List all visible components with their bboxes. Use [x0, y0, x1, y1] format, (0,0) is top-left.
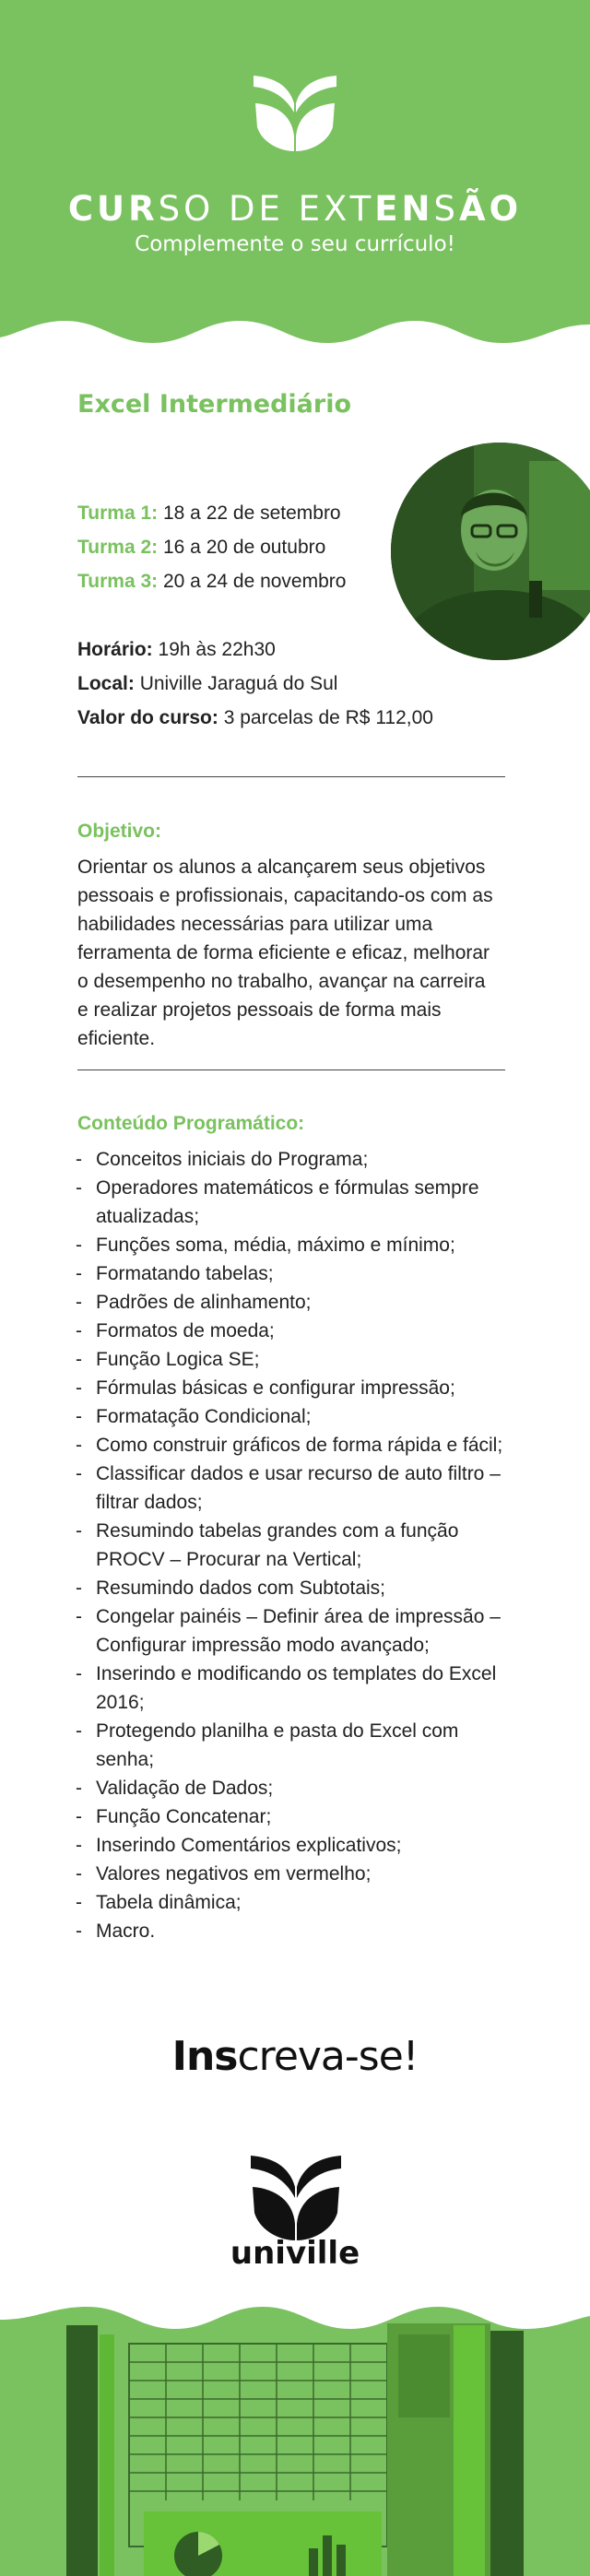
valor-row [77, 707, 433, 729]
cta-part: va-se! [297, 2033, 419, 2080]
brand-name: univille [230, 2235, 360, 2272]
title-part: SO DE EXT [158, 189, 375, 229]
list-item-text: Formatos de moeda; [96, 1320, 275, 1341]
list-item-text: Função Concatenar; [96, 1806, 272, 1827]
list-item [77, 1288, 538, 1317]
list-item [77, 1259, 538, 1288]
header-banner [0, 0, 590, 360]
list-dash: - [76, 1778, 82, 1799]
objetivo-line: eficiente. [77, 1028, 156, 1049]
objetivo-line: Orientar os alunos a alcançarem seus objetivos [77, 857, 486, 878]
list-item-text: Formatação Condicional; [96, 1406, 312, 1427]
horario-row [77, 639, 276, 661]
list-item [77, 1888, 538, 1917]
list-item [77, 1660, 538, 1717]
header-background [0, 0, 590, 360]
cta-part: Ins [171, 2033, 238, 2080]
course-name: Excel Intermediário [77, 390, 351, 419]
objetivo-line: ferramenta de forma eficiente e eficaz, melhorar [77, 942, 490, 963]
valor-value: 3 parcelas de R$ 112,00 [223, 707, 433, 728]
list-dash: - [76, 1292, 82, 1313]
list-dash: - [76, 1663, 82, 1684]
conteudo-title: Conteúdo Programático: [77, 1113, 305, 1134]
valor-label: Valor do curso: [77, 707, 218, 728]
list-dash: - [76, 1892, 82, 1913]
conteudo-list [77, 1145, 538, 1945]
list-item [77, 1717, 538, 1774]
title-part: ÃO [459, 189, 523, 229]
list-item-text: Valores negativos em vermelho; [96, 1863, 372, 1885]
list-dash: - [76, 1406, 82, 1427]
objetivo-title: Objetivo: [77, 821, 162, 842]
list-dash: - [76, 1863, 82, 1885]
list-item [77, 1517, 538, 1574]
list-dash: - [76, 1720, 82, 1742]
cta-part: cr [237, 2033, 274, 2080]
list-item [77, 1145, 538, 1174]
list-dash: - [76, 1263, 82, 1284]
list-dash: - [76, 1149, 82, 1170]
list-dash: - [76, 1349, 82, 1370]
list-dash: - [76, 1377, 82, 1399]
list-item [77, 1774, 538, 1802]
objetivo-line: e realizar projetos pessoais de forma mais [77, 999, 442, 1021]
title-part: EN [374, 189, 434, 229]
divider [77, 776, 505, 777]
list-item-text: Fórmulas básicas e configurar impressão; [96, 1377, 455, 1399]
list-item-text: Tabela dinâmica; [96, 1892, 242, 1913]
list-item [77, 1917, 538, 1945]
list-item [77, 1802, 538, 1831]
list-dash: - [76, 1320, 82, 1341]
list-item [77, 1459, 538, 1517]
turma-row [77, 571, 346, 593]
cta-part: e [273, 2033, 298, 2080]
list-item [77, 1174, 538, 1231]
local-value: Univille Jaraguá do Sul [139, 673, 338, 694]
list-item-text: Inserindo e modificando os templates do Excel 2016; [96, 1663, 497, 1713]
title-part: CUR [67, 189, 159, 229]
turma-row [77, 502, 341, 525]
list-item-text: Inserindo Comentários explicativos; [96, 1835, 402, 1856]
turma-label: Turma 3: [77, 571, 159, 592]
list-item-text: Protegendo planilha e pasta do Excel com senha; [96, 1720, 459, 1770]
list-item-text: Classificar dados e usar recurso de auto filtro – filtrar dados; [96, 1463, 501, 1513]
horario-value: 19h às 22h30 [158, 639, 276, 660]
list-dash: - [76, 1578, 82, 1599]
objetivo-line: habilidades necessárias para utilizar uma [77, 914, 433, 935]
list-item-text: Resumindo tabelas grandes com a função PROCV – Procurar na Vertical; [96, 1520, 459, 1570]
list-item-text: Macro. [96, 1920, 156, 1942]
list-dash: - [76, 1235, 82, 1256]
list-item-text: Formatando tabelas; [96, 1263, 274, 1284]
turma-row [77, 537, 325, 559]
list-item-text: Congelar painéis – Definir área de impressão – Configurar impressão modo avançado; [96, 1606, 501, 1656]
list-item [77, 1431, 538, 1459]
list-item-text: Conceitos iniciais do Programa; [96, 1149, 369, 1170]
page-subtitle: Complemente o seu currículo! [135, 232, 455, 256]
list-item [77, 1317, 538, 1345]
univille-leaf-icon [251, 2156, 341, 2240]
list-dash: - [76, 1520, 82, 1542]
list-item-text: Padrões de alinhamento; [96, 1292, 312, 1313]
list-item [77, 1402, 538, 1431]
list-item [77, 1345, 538, 1374]
list-dash: - [76, 1177, 82, 1199]
footer-illustration [0, 2307, 590, 2576]
list-item [77, 1574, 538, 1602]
list-item [77, 1231, 538, 1259]
title-part: S [433, 189, 460, 229]
turma-dates: 20 a 24 de novembro [162, 571, 347, 592]
objetivo-line: o desempenho no trabalho, avançar na carreira [77, 971, 486, 992]
objetivo-text [77, 853, 525, 1053]
list-dash: - [76, 1435, 82, 1456]
list-dash: - [76, 1606, 82, 1627]
list-item-text: Validação de Dados; [96, 1778, 274, 1799]
list-item [77, 1860, 538, 1888]
local-row [77, 673, 337, 695]
horario-label: Horário: [77, 639, 153, 660]
turma-label: Turma 1: [77, 502, 159, 524]
list-item [77, 1374, 538, 1402]
list-item [77, 1831, 538, 1860]
divider [77, 1069, 505, 1070]
list-item-text: Funções soma, média, máximo e mínimo; [96, 1235, 455, 1256]
list-dash: - [76, 1835, 82, 1856]
list-item-text: Como construir gráficos de forma rápida e fácil; [96, 1435, 503, 1456]
list-dash: - [76, 1920, 82, 1942]
turma-dates: 18 a 22 de setembro [162, 502, 341, 524]
objetivo-line: pessoais e profissionais, capacitando-os com as [77, 885, 493, 906]
list-item-text: Operadores matemáticos e fórmulas sempre atualizadas; [96, 1177, 479, 1227]
list-item [77, 1602, 538, 1660]
list-item-text: Resumindo dados com Subtotais; [96, 1578, 386, 1599]
turma-label: Turma 2: [77, 537, 159, 558]
list-item-text: Função Logica SE; [96, 1349, 260, 1370]
list-dash: - [76, 1806, 82, 1827]
univille-leaf-icon [254, 76, 336, 151]
instructor-photo [391, 443, 590, 660]
subscribe-cta[interactable] [0, 2033, 590, 2080]
page-title [0, 189, 590, 229]
local-label: Local: [77, 673, 135, 694]
turma-dates: 16 a 20 de outubro [162, 537, 326, 558]
list-dash: - [76, 1463, 82, 1484]
